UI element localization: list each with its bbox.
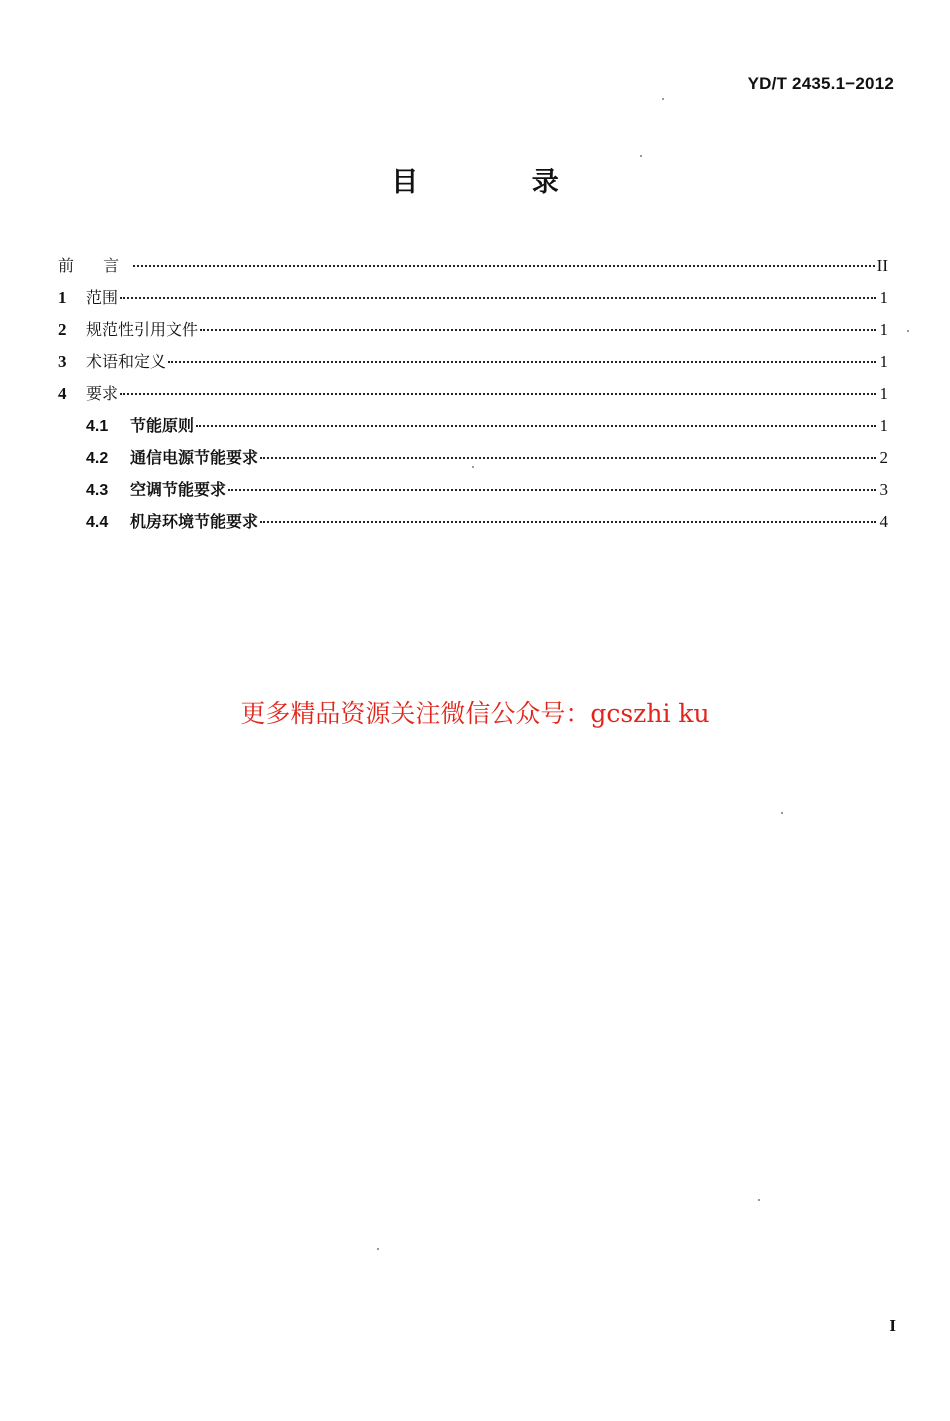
scan-speck — [640, 155, 642, 157]
toc-entry-page: 4 — [879, 512, 888, 531]
toc-entry[interactable] — [58, 509, 888, 541]
toc-entry[interactable] — [58, 445, 888, 477]
toc-entry-page: 1 — [879, 352, 888, 371]
toc-entry-page: 1 — [879, 288, 888, 307]
toc-entry-number: 3 — [58, 352, 67, 371]
table-of-contents — [58, 253, 888, 541]
toc-entry-title: 范围 — [86, 288, 119, 307]
toc-dot-leader — [260, 457, 876, 459]
toc-entry[interactable] — [58, 253, 888, 285]
toc-entry-number: 4.4 — [86, 514, 109, 531]
scan-speck — [472, 466, 474, 468]
toc-entry-number: 1 — [58, 288, 67, 307]
toc-dot-leader — [168, 361, 876, 363]
scan-speck — [758, 1199, 760, 1201]
page-number: I — [889, 1316, 896, 1335]
toc-entry-page: 3 — [879, 480, 888, 499]
toc-entry-number: 4.2 — [86, 450, 109, 467]
toc-dot-leader — [228, 489, 876, 491]
toc-entry-page: 2 — [879, 448, 888, 467]
toc-entry-page: II — [876, 256, 888, 275]
toc-dot-leader — [196, 425, 876, 427]
scan-speck — [377, 1248, 379, 1250]
toc-entry-title: 要求 — [86, 384, 119, 403]
toc-entry-number: 4 — [58, 384, 67, 403]
toc-entry-title: 术语和定义 — [86, 352, 167, 371]
toc-entry-number: 4.1 — [86, 418, 109, 435]
page-title: 目 录 — [391, 167, 611, 198]
toc-entry-number: 4.3 — [86, 482, 109, 499]
toc-entry-title: 机房环境节能要求 — [130, 512, 259, 531]
toc-entry[interactable] — [58, 477, 888, 509]
toc-entry-title: 前 言 — [58, 256, 132, 275]
scan-speck — [907, 330, 909, 332]
toc-entry[interactable] — [58, 413, 888, 445]
toc-entry-number: 2 — [58, 320, 67, 339]
toc-entry-title: 规范性引用文件 — [86, 320, 199, 339]
toc-dot-leader — [260, 521, 876, 523]
toc-entry[interactable] — [58, 317, 888, 349]
toc-entry-page: 1 — [879, 384, 888, 403]
toc-entry[interactable] — [58, 349, 888, 381]
toc-dot-leader — [120, 393, 876, 395]
toc-entry[interactable] — [58, 381, 888, 413]
toc-entry-page: 1 — [879, 320, 888, 339]
toc-entry-title: 节能原则 — [130, 416, 195, 435]
toc-entry-page: 1 — [879, 416, 888, 435]
toc-entry-title: 空调节能要求 — [130, 480, 227, 499]
toc-dot-leader — [133, 265, 875, 267]
toc-entry-title: 通信电源节能要求 — [130, 448, 259, 467]
toc-dot-leader — [120, 297, 876, 299]
promo-text: 更多精品资源关注微信公众号：gcszhi ku — [240, 699, 710, 728]
scan-speck — [662, 98, 664, 100]
toc-entry[interactable] — [58, 285, 888, 317]
standard-code: YD/T 2435.1−2012 — [747, 74, 894, 93]
scan-speck — [781, 812, 783, 814]
toc-dot-leader — [200, 329, 876, 331]
